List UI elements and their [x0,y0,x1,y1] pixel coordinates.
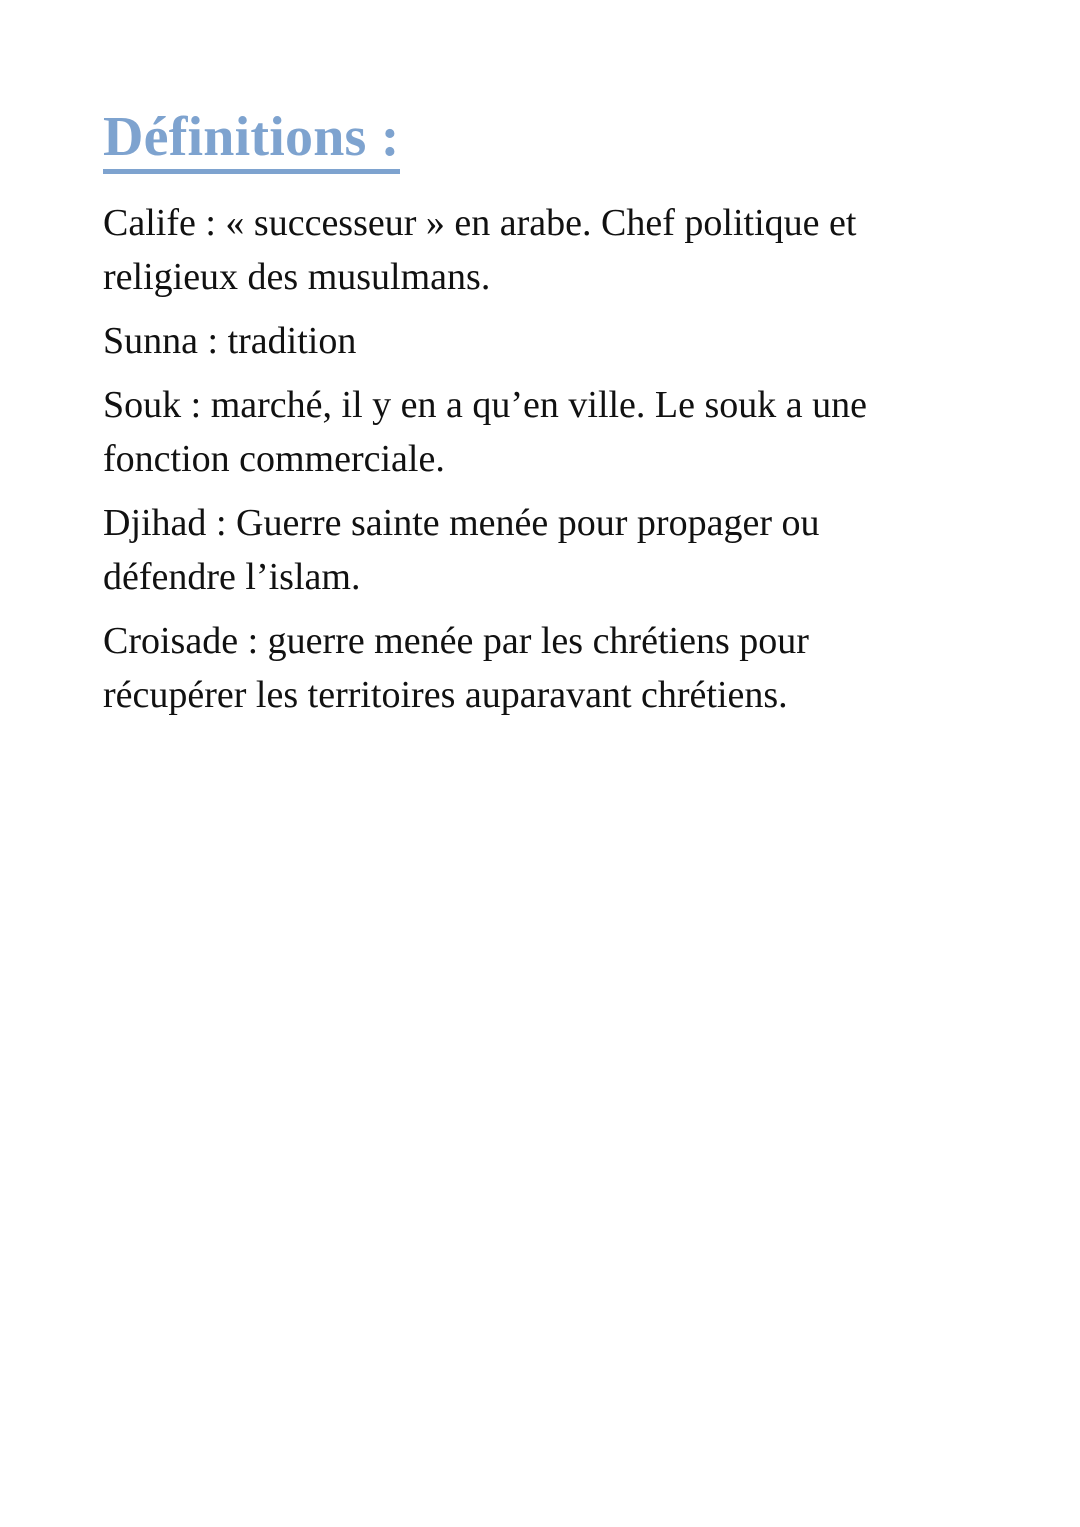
definition-text: Guerre sainte menée pour propager ou défendre l’islam. [103,502,820,598]
definition-text: « successeur » en arabe. Chef politique et religieux des musulmans. [103,202,857,298]
definition-term: Croisade [103,620,239,662]
definition-item [103,196,923,304]
definition-separator: : [181,384,211,426]
definition-item [103,378,923,486]
definition-term: Souk [103,384,182,426]
definition-term: Sunna [103,320,198,362]
definition-text: guerre menée par les chrétiens pour récupérer les territoires auparavant chrétiens. [103,620,809,716]
definition-separator: : [195,202,226,244]
definition-text: tradition [227,320,357,362]
definition-text: marché, il y en a qu’en ville. Le souk a une fonction commerciale. [103,384,868,480]
definition-separator: : [238,620,268,662]
definition-term: Djihad [103,502,207,544]
definition-item [103,314,923,368]
definition-separator: : [198,320,228,362]
definition-term: Calife [103,202,196,244]
definition-item [103,614,923,722]
definition-separator: : [206,502,236,544]
definition-list [103,196,960,722]
page-title: Définitions : [103,105,400,174]
definition-item [103,496,923,604]
